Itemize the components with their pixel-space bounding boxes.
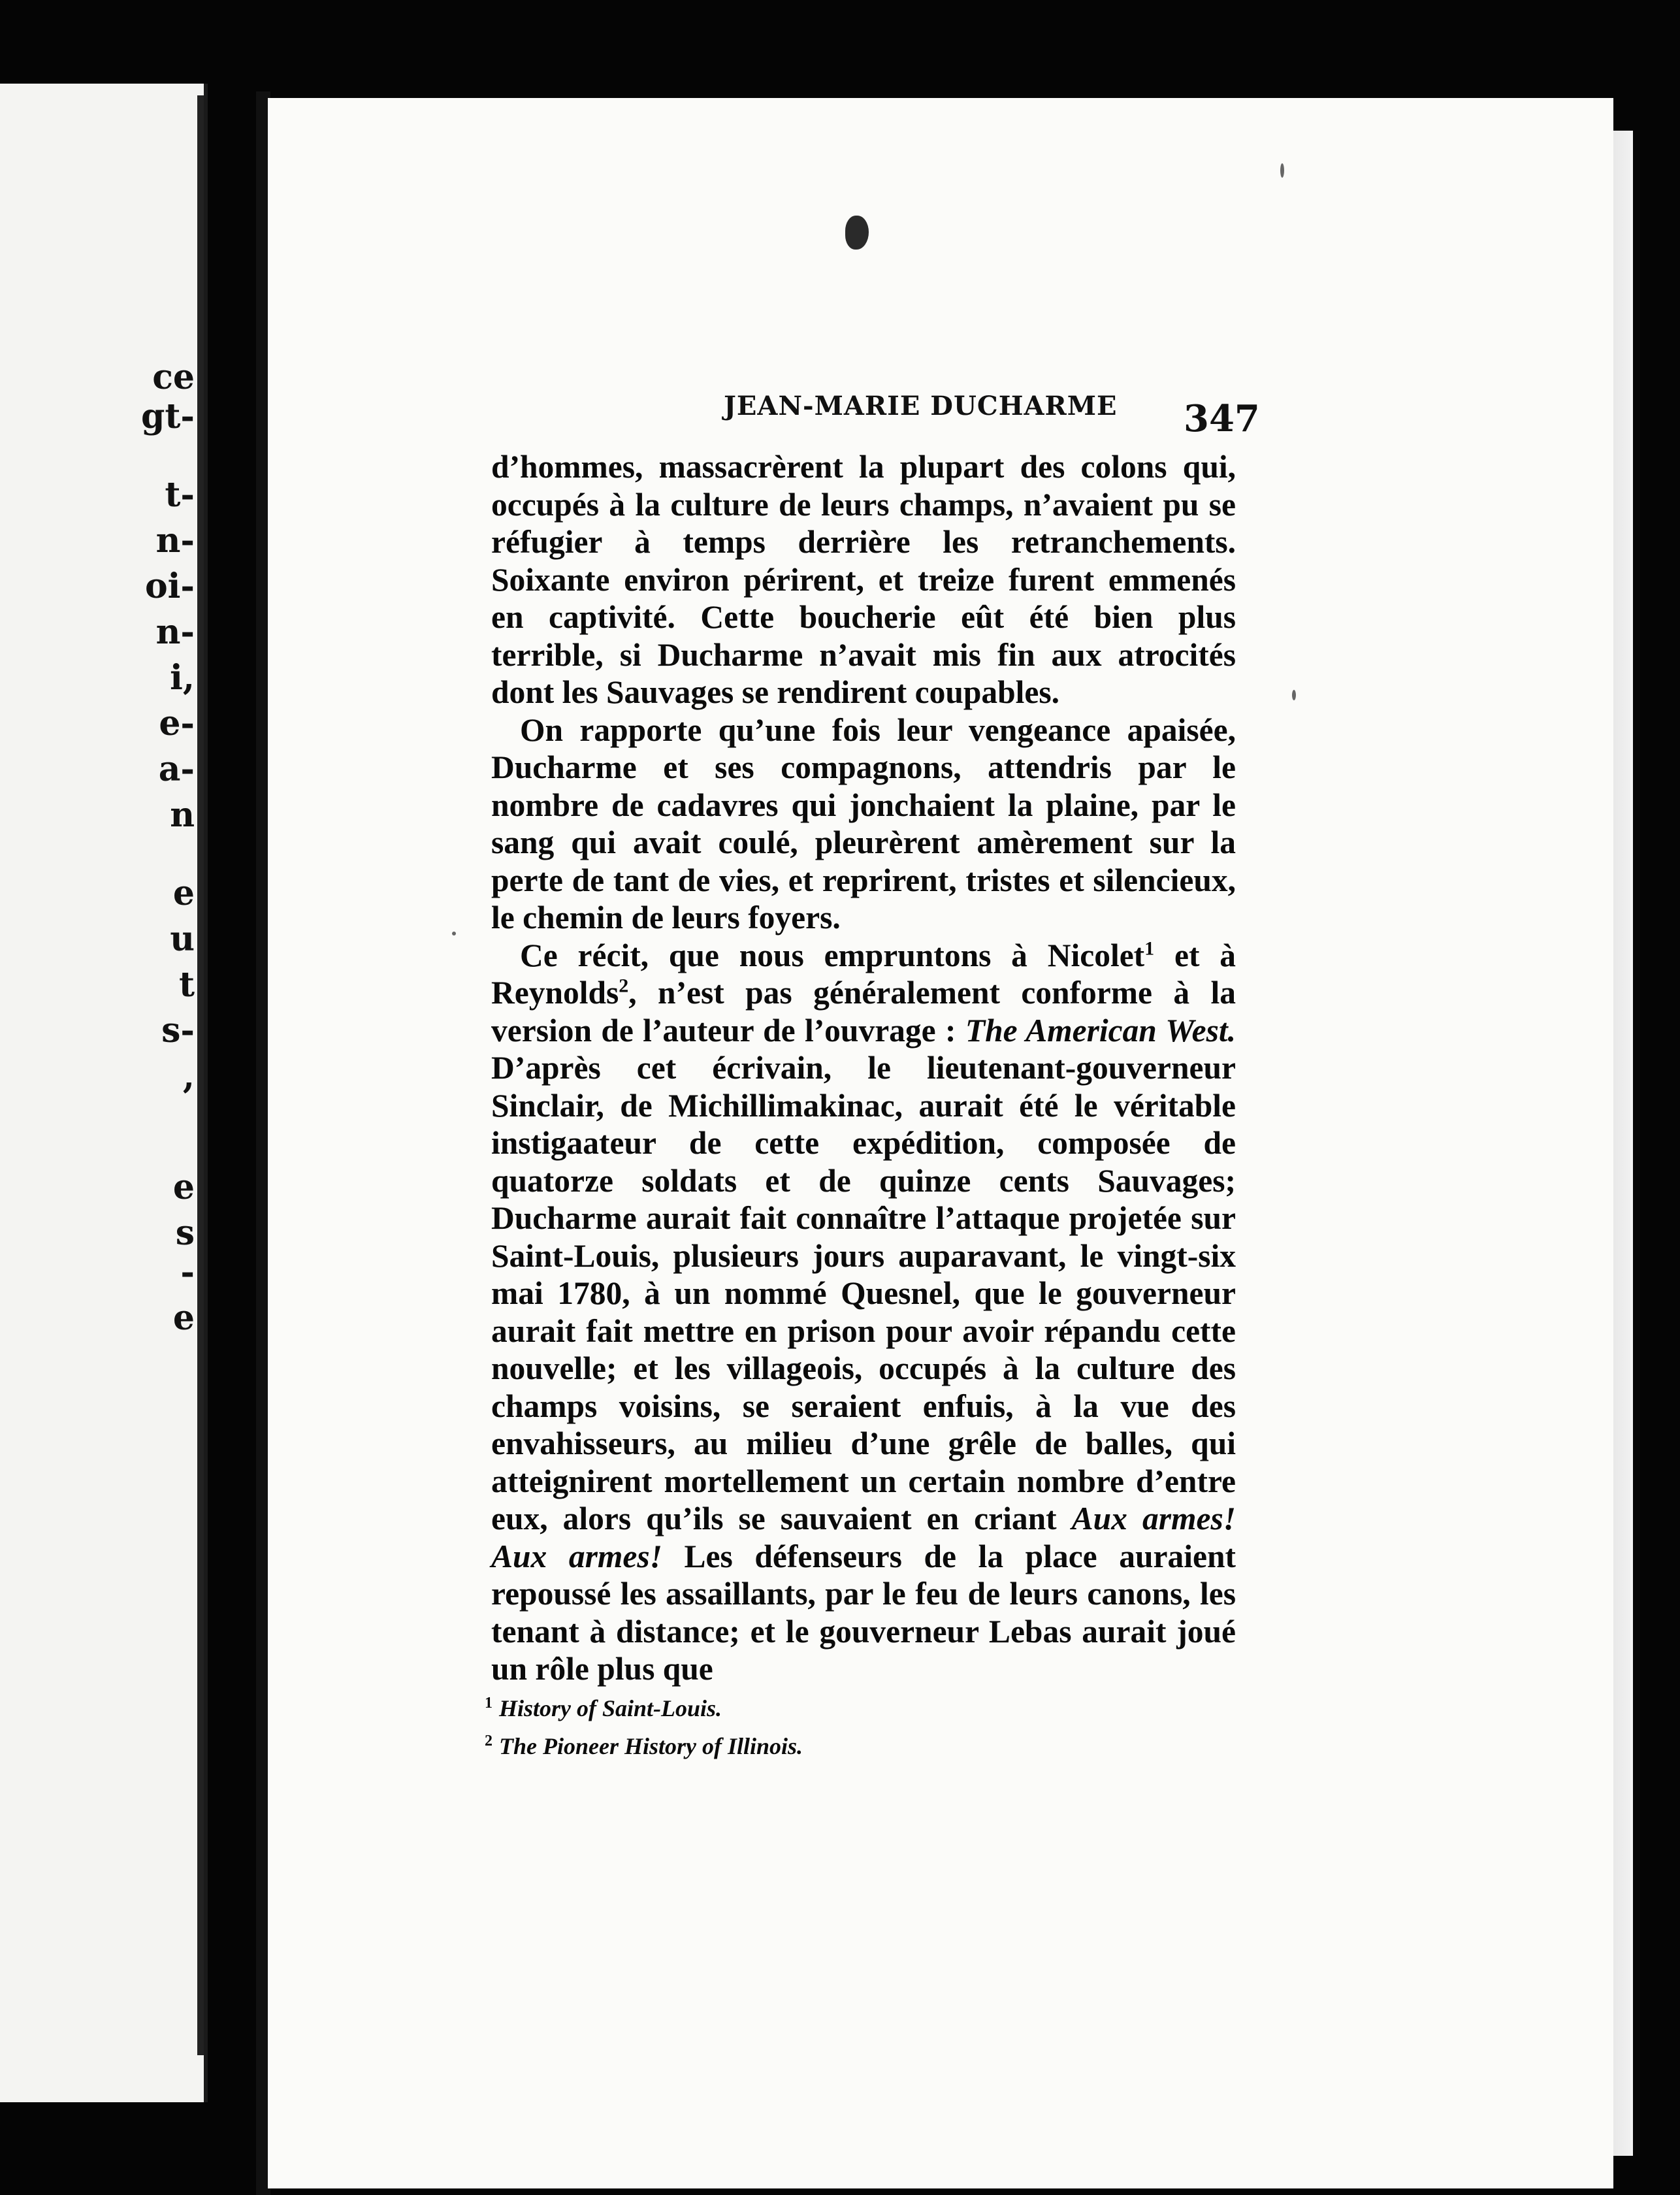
- footnote: [485, 1725, 803, 1763]
- speck: [452, 932, 456, 935]
- speck: [1280, 163, 1284, 178]
- left-text-fragment: n-: [155, 612, 195, 652]
- left-text-fragment: t-: [165, 475, 195, 515]
- left-text-fragment: n: [170, 795, 195, 835]
- footnote-text: The Pioneer History of Illinois.: [499, 1733, 803, 1759]
- text-span: Les défenseurs de la place auraient repoussé les assaillants, par le feu de leurs canons, les tenant à distance; et le gouverneur Lebas aurait joué un rôle plus que: [491, 1538, 1236, 1687]
- footnote-ref: 1: [1144, 937, 1155, 959]
- left-text-fragment: gt-: [141, 397, 195, 436]
- left-page-fragment: [0, 84, 208, 2102]
- quoted-cry: Aux armes! Aux armes!: [491, 1501, 1236, 1574]
- book-title: The American West.: [965, 1012, 1236, 1049]
- page-number: 347: [1184, 397, 1260, 440]
- left-text-fragment: -: [180, 1252, 195, 1292]
- running-head: JEAN-MARIE DUCHARME: [724, 391, 1118, 421]
- speck: [1292, 690, 1296, 700]
- left-text-fragment: e: [172, 873, 195, 913]
- page-edge: [197, 95, 204, 2055]
- footnote-mark: 2: [485, 1732, 493, 1749]
- left-text-fragment: e: [172, 1167, 195, 1207]
- text-span: D’après cet écrivain, le lieutenant-gouverneur Sinclair, de Michillimakinac, aurait été le véritable instigaateur de cette expédition, composée de quatorze soldats et de quinze cents Sauvages; Ducharme aurait fait connaître l’attaque projetée sur Saint-Louis, plusieurs jours auparavant, le vingt-six mai 1780, à un nommé Quesnel, que le gouverneur aurait fait mettre en prison pour avoir répandu cette nouvelle; et les villageois, occupés à la culture des champs voisins, se seraient enfuis, à la vue des envahisseurs, au milieu d’une grêle de balles, qui atteignirent mortellement un certain nombre d’entre eux, alors qu’ils se sauvaient en criant: [491, 1050, 1236, 1536]
- footnote: [485, 1687, 803, 1725]
- footnotes: [485, 1687, 803, 1763]
- left-text-fragment: s: [175, 1213, 195, 1253]
- left-text-fragment: ce: [152, 357, 195, 397]
- left-text-fragment: oi-: [144, 566, 195, 606]
- paragraph: d’hommes, massacrèrent la plupart des colons qui, occupés à la culture de leurs champs, n’avaient pu se réfugier à temps derrière les retranchements. Soixante environ périrent, et treize furent emmenés en captivité. Cette boucherie eût été bien plus terrible, si Ducharme n’avait mis fin aux atrocités dont les Sauvages se rendirent coupables.: [491, 449, 1236, 710]
- text-span: , n’est pas généralement conforme à la version de l’auteur de l’ouvrage :: [491, 975, 1236, 1049]
- footnote-text: History of Saint-Louis.: [499, 1695, 722, 1721]
- text-span: et à Reynolds: [491, 937, 1236, 1011]
- left-text-fragment: e-: [159, 704, 195, 743]
- footnote-mark: 1: [485, 1695, 493, 1712]
- left-text-fragment: u: [170, 919, 195, 959]
- left-text-fragment: n-: [155, 521, 195, 561]
- body-text: [491, 448, 1236, 1688]
- paragraph: [491, 937, 1236, 1688]
- left-text-fragment: t: [178, 965, 195, 1005]
- left-text-fragment: a-: [158, 749, 195, 789]
- text-span: Ce récit, que nous empruntons à Nicolet: [520, 937, 1145, 973]
- left-text-fragment: i,: [170, 658, 195, 698]
- left-text-fragment: ,: [182, 1056, 195, 1096]
- left-text-fragment: s-: [161, 1011, 195, 1050]
- footnote-ref: 2: [619, 975, 629, 997]
- left-text-fragment: e: [172, 1298, 195, 1338]
- paragraph: On rapporte qu’une fois leur vengeance apaisée, Ducharme et ses compagnons, attendris par le nombre de cadavres qui jonchaient la plaine, par le sang qui avait coulé, pleurèrent amèrement sur la perte de tant de vies, et reprirent, tristes et silencieux, le chemin de leurs foyers.: [491, 711, 1236, 935]
